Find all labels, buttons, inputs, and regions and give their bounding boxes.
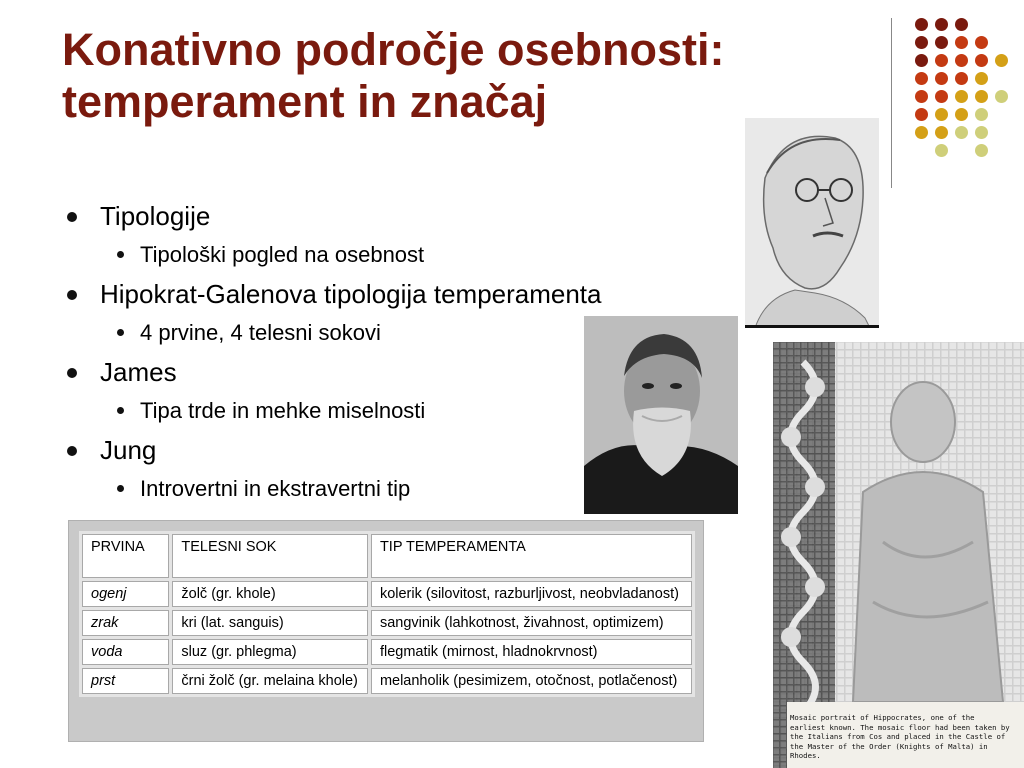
- dot: [975, 54, 988, 67]
- header-cell: TIP TEMPERAMENTA: [371, 534, 692, 578]
- decorative-dot-grid: [905, 14, 1020, 164]
- table-row: [82, 668, 692, 694]
- table-header-row: [82, 534, 692, 578]
- dot: [975, 126, 988, 139]
- fluid-cell: črni žolč (gr. melaina khole): [172, 668, 368, 694]
- decorative-divider: [891, 18, 892, 188]
- dot: [915, 72, 928, 85]
- dot: [915, 108, 928, 121]
- dot: [915, 90, 928, 103]
- slide-title-line-1: Konativno področje osebnosti:: [62, 24, 725, 75]
- dot: [955, 54, 968, 67]
- dot: [975, 72, 988, 85]
- dot: [935, 90, 948, 103]
- dot: [955, 36, 968, 49]
- sub-bullet-item: Introvertni in ekstravertni tip: [62, 470, 762, 508]
- table-row: [82, 610, 692, 636]
- dot: [935, 108, 948, 121]
- dot: [975, 90, 988, 103]
- dot: [935, 72, 948, 85]
- element-cell: voda: [82, 639, 169, 665]
- james-portrait-photo: [584, 316, 738, 514]
- sub-bullet-item: 4 prvine, 4 telesni sokovi: [62, 314, 762, 352]
- dot: [975, 108, 988, 121]
- dot: [915, 18, 928, 31]
- table-row: [82, 581, 692, 607]
- dot: [975, 144, 988, 157]
- dot: [995, 54, 1008, 67]
- hippocrates-mosaic-image: [773, 342, 1024, 768]
- dot: [955, 126, 968, 139]
- type-cell: kolerik (silovitost, razburljivost, neobvladanost): [371, 581, 692, 607]
- dot: [935, 144, 948, 157]
- fluid-cell: sluz (gr. phlegma): [172, 639, 368, 665]
- temperament-table: [79, 531, 695, 697]
- bullet-item: Tipologije: [62, 196, 762, 236]
- dot: [955, 90, 968, 103]
- type-cell: flegmatik (mirnost, hladnokrvnost): [371, 639, 692, 665]
- element-cell: ogenj: [82, 581, 169, 607]
- fluid-cell: žolč (gr. khole): [172, 581, 368, 607]
- dot: [995, 90, 1008, 103]
- dot: [935, 18, 948, 31]
- bullet-item: James: [62, 352, 762, 392]
- dot: [935, 36, 948, 49]
- dot: [935, 126, 948, 139]
- dot: [975, 36, 988, 49]
- header-cell: PRVINA: [82, 534, 169, 578]
- dot: [955, 18, 968, 31]
- dot: [915, 126, 928, 139]
- element-cell: prst: [82, 668, 169, 694]
- slide-title-line-2: temperament in značaj: [62, 76, 548, 127]
- sub-bullet-item: Tipološki pogled na osebnost: [62, 236, 762, 274]
- type-cell: sangvinik (lahkotnost, živahnost, optimizem): [371, 610, 692, 636]
- fluid-cell: kri (lat. sanguis): [172, 610, 368, 636]
- dot: [955, 72, 968, 85]
- table-row: [82, 639, 692, 665]
- jung-sketch-portrait: [745, 118, 879, 328]
- dot: [915, 36, 928, 49]
- dot: [935, 54, 948, 67]
- header-cell: TELESNI SOK: [172, 534, 368, 578]
- temperament-table-frame: [68, 520, 704, 742]
- element-cell: zrak: [82, 610, 169, 636]
- slide-title: [62, 24, 892, 128]
- dot: [955, 108, 968, 121]
- mosaic-caption: Mosaic portrait of Hippocrates, one of the earliest known. The mosaic floor had been taken by the Italians from Cos and placed in the Castle of the Master of the Order (Knights of Malta) in Rhodes.: [790, 713, 1010, 761]
- bullet-item: Hipokrat-Galenova tipologija temperamenta: [62, 274, 762, 314]
- sub-bullet-item: Tipa trde in mehke miselnosti: [62, 392, 762, 430]
- dot: [915, 54, 928, 67]
- bullet-item: Jung: [62, 430, 762, 470]
- type-cell: melanholik (pesimizem, otočnost, potlačenost): [371, 668, 692, 694]
